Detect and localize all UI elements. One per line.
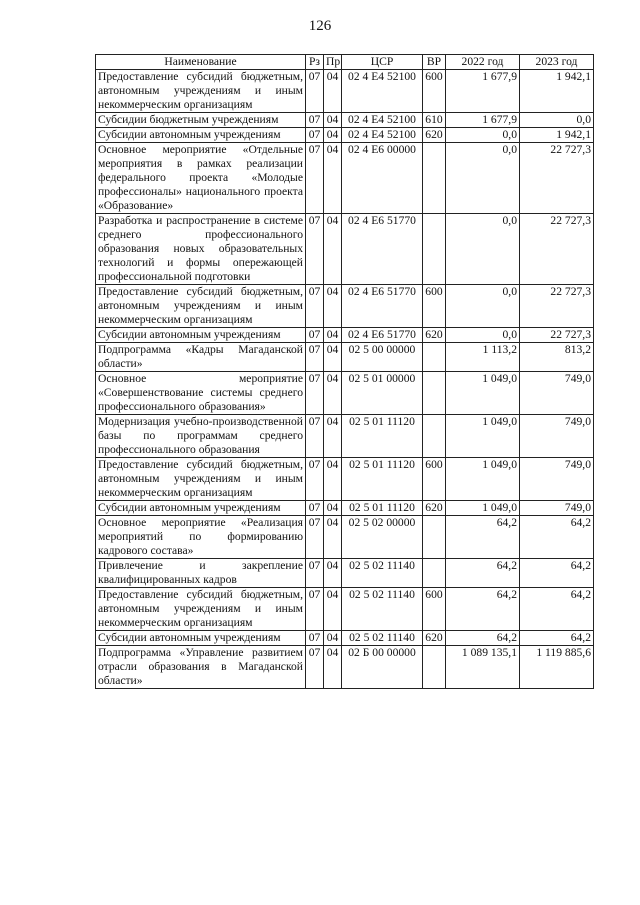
row-amount-2023: 1 942,1 (520, 128, 594, 143)
row-name: Основное мероприятие «Реализация мероприятий по формированию кадрового состава» (96, 516, 306, 559)
row-amount-2023: 749,0 (520, 458, 594, 501)
table-row (96, 516, 594, 559)
row-csr: 02 5 02 11140 (342, 631, 423, 646)
row-rz: 07 (306, 415, 324, 458)
row-pr: 04 (324, 501, 342, 516)
table-row (96, 328, 594, 343)
row-amount-2022: 1 677,9 (446, 113, 520, 128)
row-pr: 04 (324, 588, 342, 631)
row-csr: 02 5 02 00000 (342, 516, 423, 559)
table-header-row (96, 55, 594, 70)
row-csr: 02 5 02 11140 (342, 559, 423, 588)
row-pr: 04 (324, 285, 342, 328)
row-csr: 02 4 E6 51770 (342, 328, 423, 343)
table-row (96, 415, 594, 458)
row-pr: 04 (324, 559, 342, 588)
row-amount-2023: 749,0 (520, 501, 594, 516)
table-row (96, 113, 594, 128)
row-amount-2023: 749,0 (520, 415, 594, 458)
row-amount-2022: 0,0 (446, 214, 520, 285)
row-amount-2023: 22 727,3 (520, 214, 594, 285)
row-amount-2022: 0,0 (446, 143, 520, 214)
row-amount-2022: 64,2 (446, 516, 520, 559)
row-vr: 620 (423, 328, 446, 343)
row-name: Предоставление субсидий бюджетным, автономным учреждениям и иным некоммерческим организациям (96, 285, 306, 328)
row-vr (423, 214, 446, 285)
row-amount-2022: 1 049,0 (446, 372, 520, 415)
row-name: Предоставление субсидий бюджетным, автономным учреждениям и иным некоммерческим организациям (96, 70, 306, 113)
row-csr: 02 4 E6 00000 (342, 143, 423, 214)
row-rz: 07 (306, 372, 324, 415)
row-rz: 07 (306, 588, 324, 631)
row-vr (423, 415, 446, 458)
col-header-2022: 2022 год (446, 55, 520, 70)
row-pr: 04 (324, 70, 342, 113)
row-name: Предоставление субсидий бюджетным, автономным учреждениям и иным некоммерческим организациям (96, 458, 306, 501)
row-vr: 610 (423, 113, 446, 128)
row-name: Субсидии автономным учреждениям (96, 631, 306, 646)
row-amount-2023: 22 727,3 (520, 328, 594, 343)
row-amount-2022: 1 113,2 (446, 343, 520, 372)
row-amount-2022: 0,0 (446, 128, 520, 143)
row-vr (423, 559, 446, 588)
row-vr: 620 (423, 128, 446, 143)
col-header-rz: Рз (306, 55, 324, 70)
row-rz: 07 (306, 458, 324, 501)
row-amount-2023: 22 727,3 (520, 143, 594, 214)
row-rz: 07 (306, 631, 324, 646)
budget-table (95, 54, 594, 689)
table-row (96, 214, 594, 285)
col-header-csr: ЦСР (342, 55, 423, 70)
row-amount-2023: 64,2 (520, 588, 594, 631)
col-header-vr: ВР (423, 55, 446, 70)
row-csr: 02 5 02 11140 (342, 588, 423, 631)
row-csr: 02 4 E4 52100 (342, 70, 423, 113)
row-csr: 02 4 E4 52100 (342, 128, 423, 143)
row-rz: 07 (306, 516, 324, 559)
row-name: Субсидии автономным учреждениям (96, 128, 306, 143)
row-rz: 07 (306, 646, 324, 689)
row-name: Привлечение и закрепление квалифицированных кадров (96, 559, 306, 588)
row-vr (423, 646, 446, 689)
col-header-2023: 2023 год (520, 55, 594, 70)
row-vr: 600 (423, 588, 446, 631)
row-pr: 04 (324, 343, 342, 372)
row-vr (423, 143, 446, 214)
row-vr (423, 372, 446, 415)
row-csr: 02 Б 00 00000 (342, 646, 423, 689)
row-amount-2023: 22 727,3 (520, 285, 594, 328)
row-amount-2022: 0,0 (446, 328, 520, 343)
row-name: Субсидии автономным учреждениям (96, 501, 306, 516)
row-name: Основное мероприятие «Отдельные мероприятия в рамках реализации федерального проекта «Молодые профессионалы» национального проекта «Образование» (96, 143, 306, 214)
table-row (96, 343, 594, 372)
table-row (96, 372, 594, 415)
row-name: Субсидии автономным учреждениям (96, 328, 306, 343)
table-row (96, 631, 594, 646)
row-amount-2022: 64,2 (446, 559, 520, 588)
row-rz: 07 (306, 113, 324, 128)
row-pr: 04 (324, 214, 342, 285)
row-rz: 07 (306, 128, 324, 143)
row-pr: 04 (324, 631, 342, 646)
row-amount-2022: 64,2 (446, 588, 520, 631)
row-rz: 07 (306, 328, 324, 343)
row-csr: 02 4 E4 52100 (342, 113, 423, 128)
row-amount-2023: 1 119 885,6 (520, 646, 594, 689)
table-row (96, 143, 594, 214)
row-name: Основное мероприятие «Совершенствование системы среднего профессионального образования» (96, 372, 306, 415)
row-vr: 600 (423, 458, 446, 501)
row-name: Субсидии бюджетным учреждениям (96, 113, 306, 128)
row-pr: 04 (324, 458, 342, 501)
row-amount-2022: 1 049,0 (446, 458, 520, 501)
table-row (96, 70, 594, 113)
row-name: Разработка и распространение в системе среднего профессионального образования новых образовательных технологий и формы опережающей профессиональной подготовки (96, 214, 306, 285)
row-rz: 07 (306, 285, 324, 328)
row-rz: 07 (306, 559, 324, 588)
table-row (96, 588, 594, 631)
row-amount-2022: 1 089 135,1 (446, 646, 520, 689)
row-csr: 02 4 E6 51770 (342, 285, 423, 328)
row-csr: 02 5 01 11120 (342, 415, 423, 458)
row-pr: 04 (324, 143, 342, 214)
row-amount-2023: 0,0 (520, 113, 594, 128)
row-csr: 02 5 01 00000 (342, 372, 423, 415)
row-pr: 04 (324, 128, 342, 143)
row-name: Подпрограмма «Управление развитием отрасли образования в Магаданской области» (96, 646, 306, 689)
row-amount-2023: 64,2 (520, 559, 594, 588)
row-name: Подпрограмма «Кадры Магаданской области» (96, 343, 306, 372)
row-amount-2023: 64,2 (520, 516, 594, 559)
row-amount-2022: 1 677,9 (446, 70, 520, 113)
page-number: 126 (308, 18, 332, 34)
row-amount-2023: 749,0 (520, 372, 594, 415)
row-name: Модернизация учебно-производственной базы по программам среднего профессионального образования (96, 415, 306, 458)
row-amount-2023: 813,2 (520, 343, 594, 372)
table-row (96, 559, 594, 588)
row-amount-2023: 64,2 (520, 631, 594, 646)
row-amount-2022: 0,0 (446, 285, 520, 328)
row-pr: 04 (324, 113, 342, 128)
row-amount-2022: 1 049,0 (446, 415, 520, 458)
row-name: Предоставление субсидий бюджетным, автономным учреждениям и иным некоммерческим организациям (96, 588, 306, 631)
row-vr (423, 516, 446, 559)
row-csr: 02 5 00 00000 (342, 343, 423, 372)
row-rz: 07 (306, 214, 324, 285)
row-pr: 04 (324, 415, 342, 458)
row-rz: 07 (306, 343, 324, 372)
row-amount-2022: 64,2 (446, 631, 520, 646)
row-vr: 600 (423, 70, 446, 113)
row-csr: 02 5 01 11120 (342, 501, 423, 516)
table-row (96, 285, 594, 328)
table-row (96, 128, 594, 143)
table-row (96, 458, 594, 501)
row-csr: 02 4 E6 51770 (342, 214, 423, 285)
row-vr (423, 343, 446, 372)
row-csr: 02 5 01 11120 (342, 458, 423, 501)
table-row (96, 646, 594, 689)
row-vr: 600 (423, 285, 446, 328)
col-header-name: Наименование (96, 55, 306, 70)
row-pr: 04 (324, 646, 342, 689)
row-amount-2022: 1 049,0 (446, 501, 520, 516)
row-pr: 04 (324, 516, 342, 559)
row-vr: 620 (423, 501, 446, 516)
row-pr: 04 (324, 328, 342, 343)
row-vr: 620 (423, 631, 446, 646)
row-amount-2023: 1 942,1 (520, 70, 594, 113)
row-rz: 07 (306, 70, 324, 113)
col-header-pr: Пр (324, 55, 342, 70)
row-rz: 07 (306, 501, 324, 516)
row-rz: 07 (306, 143, 324, 214)
row-pr: 04 (324, 372, 342, 415)
table-row (96, 501, 594, 516)
